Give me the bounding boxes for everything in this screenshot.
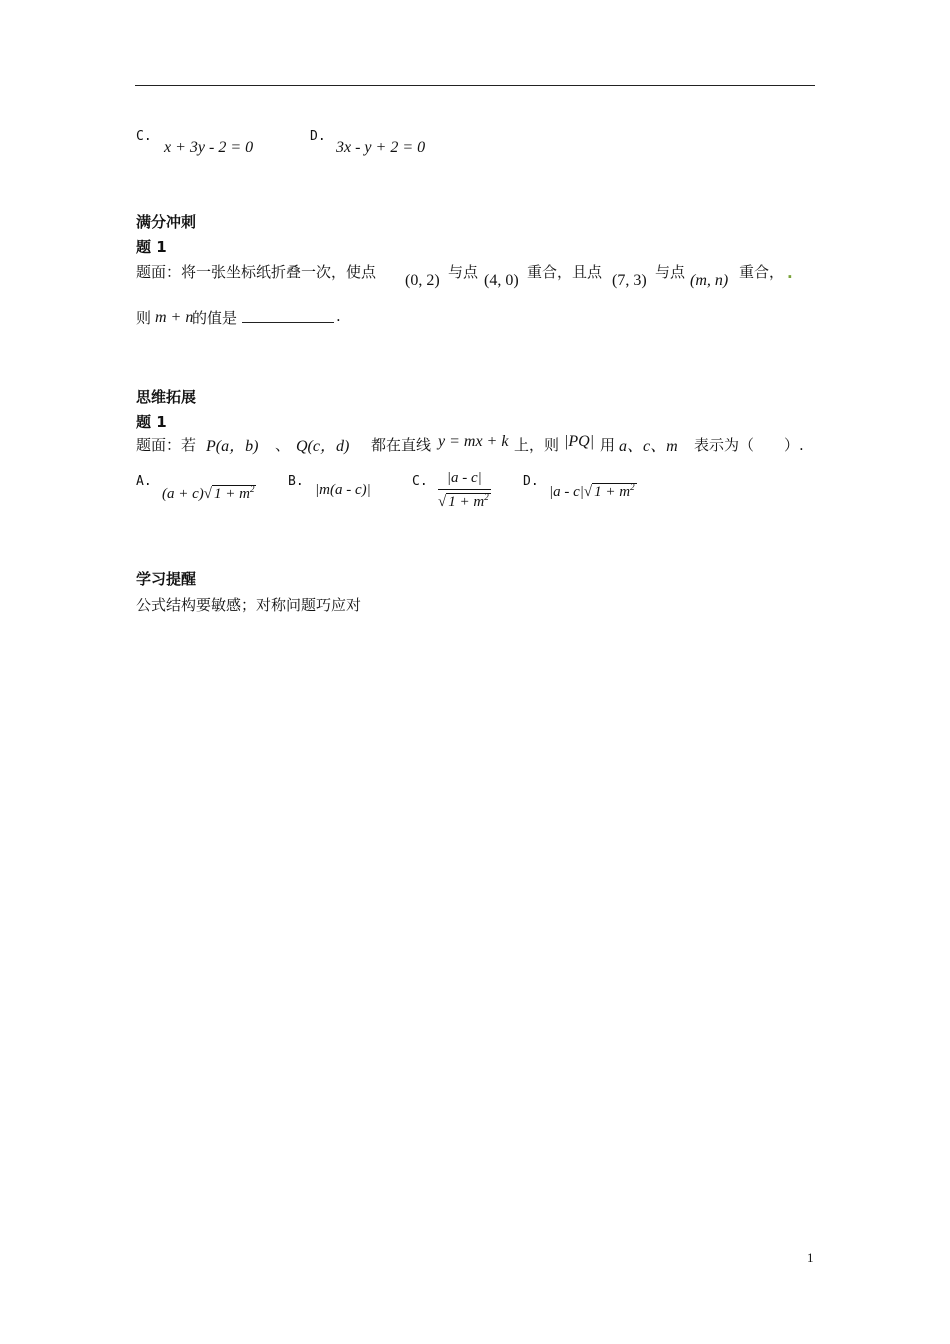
variables-a-c-m: a、c、m — [619, 438, 678, 455]
option-d-expr: |a - c|√ $1 + m^2$ — [549, 482, 635, 500]
point-q: Q(c，d) — [296, 438, 350, 455]
section-heading-extension: 思维拓展 — [136, 388, 197, 406]
reminder-text: 公式结构要敏感；对称问题巧应对 — [136, 596, 362, 614]
header-rule — [135, 85, 815, 86]
expr-m-plus-n: m + n — [155, 309, 194, 326]
option-b-expr: |m(a - c)| — [315, 482, 371, 498]
question-text: 上，则 — [514, 436, 560, 454]
answer-line-text: 的值是 — [192, 309, 238, 327]
option-c-label: C. — [412, 474, 428, 489]
option-c-fraction: $\frac{|a - c|}{√ 1 + m^2}$ — [438, 470, 489, 510]
prev-option-c-label: C. — [136, 129, 152, 144]
point-m-n: (m, n) — [690, 272, 729, 289]
answer-line-prefix: 则 — [136, 309, 152, 327]
question-text: 与点 — [655, 263, 686, 281]
question-text: 都在直线 — [371, 436, 432, 454]
prev-option-c-expr: x + 3y - 2 = 0 — [164, 139, 254, 156]
page-number: 1 — [807, 1250, 814, 1265]
line-equation: y = mx + k — [438, 433, 509, 450]
option-a-expr: (a + c)√ $1 + m^2$ — [162, 484, 255, 502]
question-text: 重合， — [739, 263, 785, 281]
option-a-label: A. — [136, 474, 152, 489]
problem-label: 题 1 — [136, 238, 167, 256]
answer-line-period: . — [336, 307, 341, 325]
problem-label: 题 1 — [136, 413, 167, 431]
question-text-prefix: 题面：将一张坐标纸折叠一次，使点 — [136, 263, 377, 281]
green-dot-mark: . — [787, 264, 793, 282]
question-text-prefix: 题面：若 — [136, 436, 197, 454]
section-heading-sprint: 满分冲刺 — [136, 213, 197, 231]
question-text: 用 — [600, 436, 616, 454]
point-7-3: (7, 3) — [612, 272, 647, 289]
separator: 、 — [275, 436, 291, 454]
question-text: 重合，且点 — [527, 263, 603, 281]
prev-option-d-label: D. — [310, 129, 326, 144]
answer-blank — [242, 308, 334, 323]
abs-pq: |PQ| — [564, 433, 595, 450]
section-heading-reminder: 学习提醒 — [136, 570, 197, 588]
point-4-0: (4, 0) — [484, 272, 519, 289]
question-text-end: 表示为（ ）. — [694, 436, 804, 454]
prev-option-d-expr: 3x - y + 2 = 0 — [336, 139, 426, 156]
option-b-label: B. — [288, 474, 304, 489]
option-d-label: D. — [523, 474, 539, 489]
question-text: 与点 — [448, 263, 479, 281]
point-0-2: (0, 2) — [405, 272, 440, 289]
point-p: P(a，b) — [206, 438, 259, 455]
